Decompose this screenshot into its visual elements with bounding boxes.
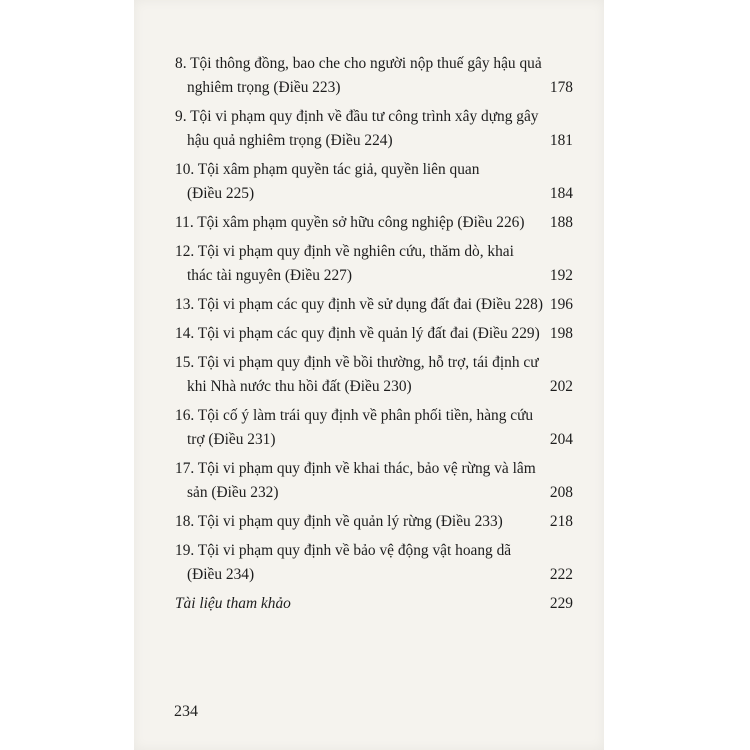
- toc-page-number: 229: [549, 595, 573, 612]
- toc-entry-title: trợ (Điều 231): [187, 431, 276, 448]
- toc-entry: [175, 105, 573, 153]
- toc-page-number: 192: [549, 267, 573, 284]
- toc-page-number: 181: [549, 132, 573, 149]
- toc-line: [175, 539, 573, 563]
- toc-entry-title: 13. Tội vi phạm các quy định về sử dụng đất đai (Điều 228): [175, 296, 543, 313]
- toc-entry-title: sản (Điều 232): [187, 484, 279, 501]
- toc-entry: [175, 158, 573, 206]
- toc-line: [175, 76, 573, 100]
- toc-entry-title: (Điều 225): [187, 185, 255, 202]
- toc-line: [175, 129, 573, 153]
- toc-entry-title: 10. Tội xâm phạm quyền tác giả, quyền liên quan: [175, 161, 480, 178]
- toc-line: [175, 563, 573, 587]
- toc-entry: [175, 404, 573, 452]
- toc-entry: [175, 211, 573, 235]
- toc-entry: [175, 293, 573, 317]
- toc-page-number: 196: [549, 296, 573, 313]
- toc-page-number: 202: [549, 378, 573, 395]
- toc-page-number: 208: [549, 484, 573, 501]
- toc-entry: [175, 52, 573, 100]
- toc-entry-title: 17. Tội vi phạm quy định về khai thác, bảo vệ rừng và lâm: [175, 460, 536, 477]
- toc-entry-title: 12. Tội vi phạm quy định về nghiên cứu, thăm dò, khai: [175, 243, 514, 260]
- toc-line: [175, 481, 573, 505]
- toc-line: [175, 351, 573, 375]
- toc-page-number: 184: [549, 185, 573, 202]
- toc-entry-title: 8. Tội thông đồng, bao che cho người nộp thuế gây hậu quả: [175, 55, 542, 72]
- toc-entry-title: 11. Tội xâm phạm quyền sở hữu công nghiệp (Điều 226): [175, 214, 525, 231]
- toc-entry: [175, 457, 573, 505]
- toc-entry: [175, 240, 573, 288]
- table-of-contents: [175, 52, 573, 621]
- toc-page-number: 178: [549, 79, 573, 96]
- toc-entry: [175, 539, 573, 587]
- toc-entry-title: Tài liệu tham khảo: [175, 595, 291, 612]
- toc-line: [175, 293, 573, 317]
- toc-page-number: 218: [549, 513, 573, 530]
- page-number: 234: [174, 703, 198, 720]
- toc-entry: [175, 510, 573, 534]
- toc-entry-title: thác tài nguyên (Điều 227): [187, 267, 352, 284]
- toc-entry: [175, 322, 573, 346]
- toc-entry-title: 15. Tội vi phạm quy định về bồi thường, hỗ trợ, tái định cư: [175, 354, 539, 371]
- toc-entry-title: hậu quả nghiêm trọng (Điều 224): [187, 132, 393, 149]
- toc-entry-title: khi Nhà nước thu hồi đất (Điều 230): [187, 378, 412, 395]
- toc-entry-title: 16. Tội cố ý làm trái quy định về phân phối tiền, hàng cứu: [175, 407, 534, 424]
- toc-entry-title: 19. Tội vi phạm quy định về bảo vệ động vật hoang dã: [175, 542, 512, 559]
- toc-page-number: 222: [549, 566, 573, 583]
- toc-line: [175, 457, 573, 481]
- toc-line: [175, 182, 573, 206]
- toc-line: [175, 428, 573, 452]
- toc-page-number: 204: [549, 431, 573, 448]
- toc-line: [175, 240, 573, 264]
- toc-line: [175, 158, 573, 182]
- toc-page-number: 198: [549, 325, 573, 342]
- toc-entry: [175, 351, 573, 399]
- book-page: [134, 0, 604, 750]
- toc-entry-title: 18. Tội vi phạm quy định về quản lý rừng (Điều 233): [175, 513, 503, 530]
- toc-line: [175, 52, 573, 76]
- toc-entry-title: (Điều 234): [187, 566, 255, 583]
- toc-line: [175, 211, 573, 235]
- toc-line: [175, 510, 573, 534]
- toc-line: [175, 322, 573, 346]
- toc-references-entry: [175, 592, 573, 616]
- toc-entry-title: 9. Tội vi phạm quy định về đầu tư công trình xây dựng gây: [175, 108, 539, 125]
- toc-line: [175, 592, 573, 616]
- toc-line: [175, 264, 573, 288]
- toc-line: [175, 404, 573, 428]
- toc-line: [175, 105, 573, 129]
- toc-entry-title: nghiêm trọng (Điều 223): [187, 79, 341, 96]
- toc-line: [175, 375, 573, 399]
- toc-page-number: 188: [549, 214, 573, 231]
- toc-entry-title: 14. Tội vi phạm các quy định về quản lý đất đai (Điều 229): [175, 325, 540, 342]
